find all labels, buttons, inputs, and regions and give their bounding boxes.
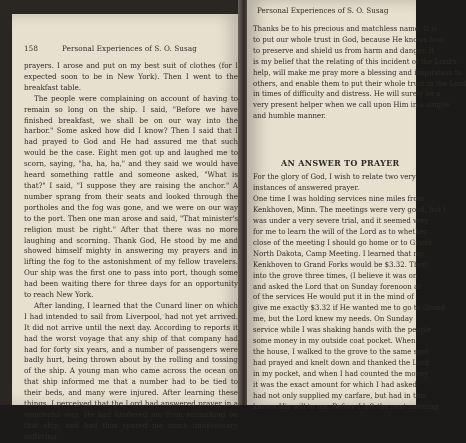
paragraph: prayers. I arose and put on my best suit of clothes (for I expected soon to be in New York). Then I went to the breakfast table. [24,61,238,92]
text-line: For the glory of God, I wish to relate two very [253,173,416,181]
paragraph: After landing, I learned that the Cunard liner on which I had intended to sail from Liverpool, had not yet arrived. It did not arrive until the next day. According to reports it had the worst voyage that any ship of that company had had for forty six years, and a number of passengers were badly hurt, being thrown about by the rolling and tossing of the ship. A young man who came across the ocean on that ship informed me that a number had to be tied to their beds, and many were injured. After learning these things, I perceived that the Lord had answered prayer in a wonderful way. He had hindered me from embarking on that ship, and had thus spared me much unnecessary suffering. [24,300,238,441]
text-line: others, and enable them to put their whole trust in the Lord [253,79,466,88]
text-line: and humble manner. [253,112,326,121]
left-page [12,14,240,441]
text-line: very present helper when we call upon Him in a simple [253,101,450,110]
page-number: 158 [24,44,39,53]
text-line: into the grove three times, (I believe it was on [253,271,418,280]
text-line: North Dakota, Camp Meeting. I learned that my [253,249,425,258]
text-line: for me to learn the will of the Lord as to whether [253,227,428,236]
text-line: of the services He would put it in the mind of [253,293,414,302]
text-line: give me exactly $3.32 if He wanted me to go to Grand [253,304,446,313]
text-line: instances of answered prayer. [253,183,360,192]
text-line: is my belief that the relating of this incident of the Lord's [253,57,457,66]
text-line: Kenkhoven, Minn. The meetings were very good, but I [253,205,447,214]
text-line: known His will to me. Before I left the next morning [253,403,439,412]
paragraph: The people were complaining on account of having to remain so long on the ship. I said, "Before we have finished breakfast, we shall be on our way into the harbor." Some asked how did I know? Then I said that I had prayed to God and He had assured me that such would be the case. Eight men got up and laughed me to scorn, saying, "ha, ha, ha," and they said we would have heard something rattle and someone asked, "What is that?" I said, "I suppose they are raising the anchor." A number sprang from their seats and looked through the portholes and the fog was gone, and we were on our way to the port. Then one man arose and said, "That minister's religion must be right." After that there was no more laughing and scorning. Thank God, He stood by me and showed himself mighty in answering my prayers and in lifting the fog to the astonishment of my fellow travelers. Our ship was the first one to pass into port, though some had been waiting there for three days for an opportunity to reach New York. [24,93,238,300]
text-line: help, will make me pray more a blessing and inspiration to [253,68,462,77]
running-head-left: Personal Experiences of S. O. Susag [62,44,197,53]
text-line: had prayed and knelt down and thanked the Lord [253,359,430,368]
right-page-body-bottom [253,172,447,413]
right-page-body-top [253,24,466,122]
text-line: and asked the Lord that on Sunday forenoon at [253,282,421,291]
text-line: close of the meeting I should go home or to Grand [253,238,432,247]
text-line: Kenkhoven to Grand Forks would be $3.32. Then [253,260,427,269]
text-line: to put our whole trust in God, because He knows how [253,35,445,44]
text-line: had not only supplied my carfare, but had in this [253,392,427,401]
text-line: it was the exact amount for which I had asked. [253,381,420,390]
right-page [247,0,466,412]
text-line: in times of difficulty and distress. He will surely be a [253,90,441,99]
text-line: was under a very severe trial, and it seemed very [253,216,429,225]
text-line: Thanks be to his precious and matchless name. It is [253,25,438,33]
text-line: in my pocket, and when I had counted the money [253,370,429,379]
text-line: some money in my outside coat pocket. When [253,337,416,346]
text-line: to preserve and shield us from harm and danger. It [253,46,435,55]
text-line: the house, I walked to the grove to the same spot [253,348,429,357]
running-head-right: Personal Experiences of S. O. Susag [257,6,389,15]
text-line: One time I was holding services nine miles from [253,194,425,203]
section-title: AN ANSWER TO PRAYER [281,158,400,168]
left-page-body [24,61,238,443]
text-line: me, but the Lord knew my needs. On Sunday [253,315,413,324]
text-line: service while I was shaking hands with the people [253,326,432,335]
